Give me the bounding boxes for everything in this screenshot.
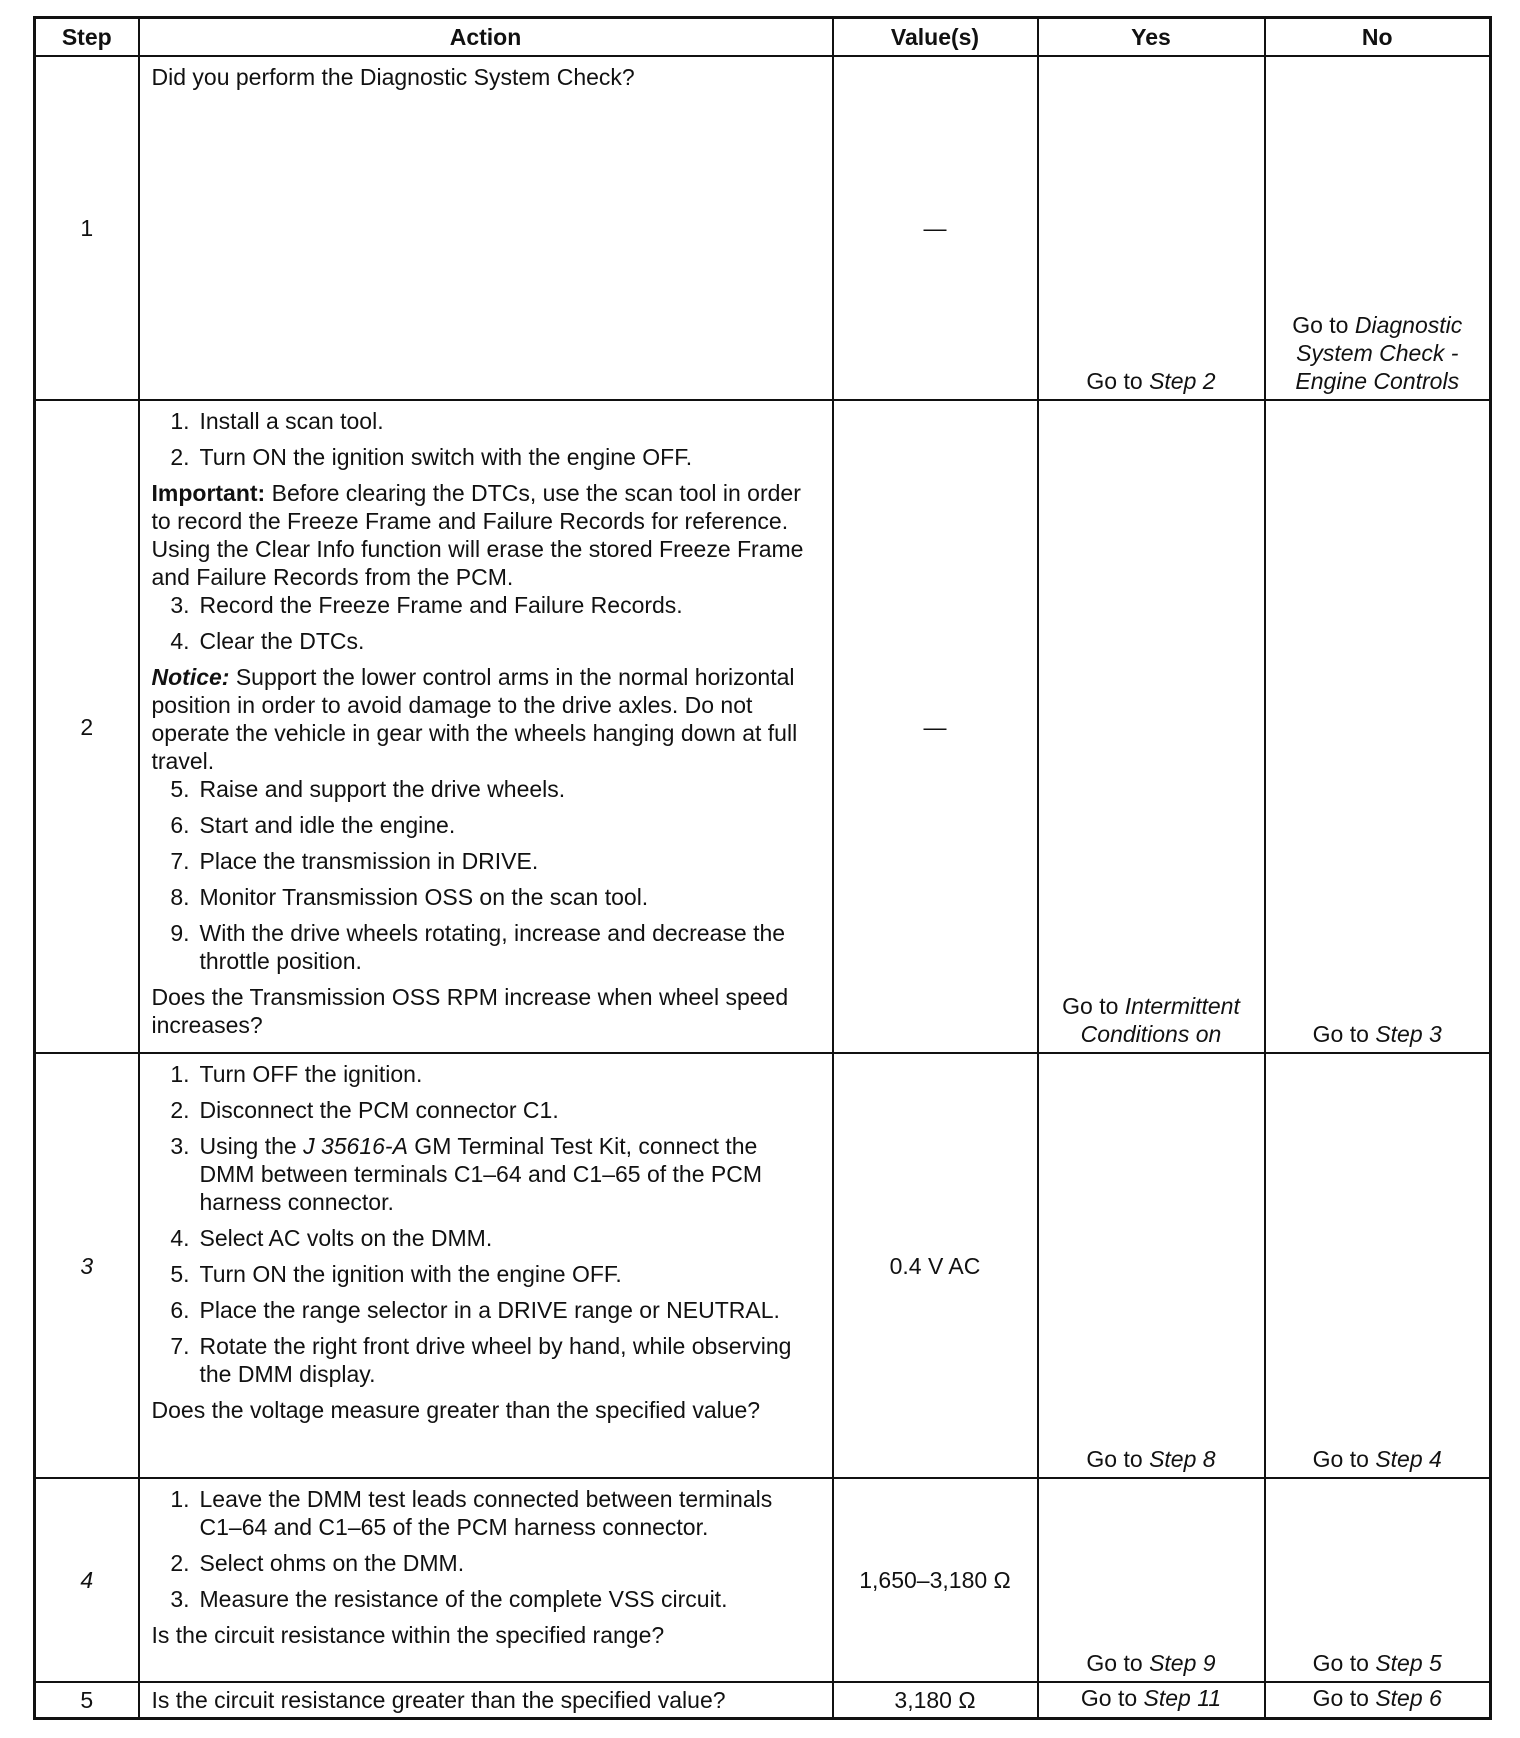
item-text: Start and idle the engine. bbox=[199, 812, 456, 838]
item-text: Measure the resistance of the complete VSS circuit. bbox=[199, 1586, 728, 1612]
item-text: Disconnect the PCM connector C1. bbox=[199, 1097, 559, 1123]
item-number: 8. bbox=[170, 884, 190, 910]
list-item bbox=[152, 1260, 818, 1288]
item-text-post: GM Terminal Test Kit, connect the DMM between terminals C1–64 and C1–65 of the PCM harness connector. bbox=[199, 1133, 763, 1215]
no-cell bbox=[1265, 400, 1491, 1053]
list-item bbox=[152, 1132, 818, 1216]
list-item bbox=[152, 1549, 818, 1577]
header-yes: Yes bbox=[1038, 18, 1265, 57]
action-cell bbox=[139, 1053, 833, 1478]
list-item bbox=[152, 919, 818, 975]
list-item bbox=[152, 1296, 818, 1324]
question-text: Did you perform the Diagnostic System Check? bbox=[151, 64, 635, 90]
item-text: Turn ON the ignition with the engine OFF. bbox=[199, 1261, 622, 1287]
item-number: 3. bbox=[170, 592, 190, 618]
no-link[interactable]: Step 3 bbox=[1375, 1021, 1442, 1047]
no-cell bbox=[1265, 1053, 1491, 1478]
action-cell bbox=[139, 1478, 833, 1682]
item-number: 3. bbox=[170, 1133, 190, 1159]
yes-cell bbox=[1038, 400, 1265, 1053]
yes-prefix: Go to bbox=[1086, 1446, 1143, 1472]
item-text: Record the Freeze Frame and Failure Records. bbox=[199, 592, 683, 618]
yes-cell bbox=[1038, 1053, 1265, 1478]
item-number: 6. bbox=[170, 1297, 190, 1323]
header-action: Action bbox=[139, 18, 833, 57]
yes-prefix: Go to bbox=[1086, 1650, 1143, 1676]
yes-link[interactable]: Step 9 bbox=[1149, 1650, 1216, 1676]
list-item bbox=[152, 1224, 818, 1252]
item-number: 1. bbox=[170, 1061, 190, 1087]
header-no: No bbox=[1265, 18, 1491, 57]
no-prefix: Go to bbox=[1312, 1021, 1369, 1047]
question-text: Does the Transmission OSS RPM increase when wheel speed increases? bbox=[151, 984, 789, 1038]
item-number: 5. bbox=[170, 776, 190, 802]
value-cell: 1,650–3,180 Ω bbox=[833, 1478, 1038, 1682]
no-link[interactable]: Step 6 bbox=[1375, 1684, 1442, 1711]
table-row-step-2 bbox=[35, 400, 1491, 1053]
no-prefix: Go to bbox=[1312, 1446, 1369, 1472]
important-text: Before clearing the DTCs, use the scan tool in order to record the Freeze Frame and Failure Records for reference. Using the Clear Info function will erase the stored Freeze Frame and Failure Records from the PCM. bbox=[151, 480, 804, 590]
item-text: Install a scan tool. bbox=[199, 408, 384, 434]
list-item bbox=[152, 591, 818, 619]
tool-number: J 35616-A bbox=[303, 1133, 408, 1159]
item-text: Turn OFF the ignition. bbox=[199, 1061, 423, 1087]
diagnostic-table bbox=[33, 16, 1492, 1720]
item-text: With the drive wheels rotating, increase and decrease the throttle position. bbox=[199, 920, 786, 974]
table-row-step-4 bbox=[35, 1478, 1491, 1682]
no-cell bbox=[1265, 1682, 1491, 1718]
no-prefix: Go to bbox=[1312, 1684, 1369, 1711]
no-link[interactable]: Step 5 bbox=[1375, 1650, 1442, 1676]
yes-link[interactable]: Step 2 bbox=[1149, 368, 1216, 394]
item-text: Select ohms on the DMM. bbox=[199, 1550, 465, 1576]
item-number: 4. bbox=[170, 628, 190, 654]
item-text bbox=[200, 1132, 818, 1216]
table-row-step-3 bbox=[35, 1053, 1491, 1478]
step-number: 3 bbox=[35, 1053, 139, 1478]
item-text: Turn ON the ignition switch with the engine OFF. bbox=[199, 444, 693, 470]
step-number: 2 bbox=[35, 400, 139, 1053]
list-item bbox=[152, 847, 818, 875]
yes-prefix: Go to bbox=[1062, 993, 1119, 1019]
important-note bbox=[152, 479, 818, 591]
no-cell bbox=[1265, 56, 1491, 400]
no-prefix: Go to bbox=[1292, 312, 1349, 338]
item-text: Clear the DTCs. bbox=[199, 628, 365, 654]
step-number: 4 bbox=[35, 1478, 139, 1682]
step-number: 1 bbox=[35, 56, 139, 400]
no-cell bbox=[1265, 1478, 1491, 1682]
question-text: Is the circuit resistance within the specified range? bbox=[151, 1622, 665, 1648]
table-row-step-1 bbox=[35, 56, 1491, 400]
list-item bbox=[152, 443, 818, 471]
yes-cell bbox=[1038, 1478, 1265, 1682]
item-text: Raise and support the drive wheels. bbox=[199, 776, 566, 802]
item-number: 2. bbox=[170, 1550, 190, 1576]
header-values: Value(s) bbox=[833, 18, 1038, 57]
list-item bbox=[152, 1096, 818, 1124]
list-item bbox=[152, 1332, 818, 1388]
notice-label: Notice: bbox=[151, 664, 230, 690]
yes-cell bbox=[1038, 1682, 1265, 1718]
important-label: Important: bbox=[151, 480, 266, 506]
value-cell: 3,180 Ω bbox=[833, 1682, 1038, 1718]
value-cell: — bbox=[833, 400, 1038, 1053]
item-number: 9. bbox=[170, 920, 190, 946]
list-item bbox=[152, 1485, 818, 1541]
value-cell: — bbox=[833, 56, 1038, 400]
header-row bbox=[35, 18, 1491, 57]
item-text: Rotate the right front drive wheel by hand, while observing the DMM display. bbox=[199, 1333, 792, 1387]
no-prefix: Go to bbox=[1312, 1650, 1369, 1676]
yes-prefix: Go to bbox=[1086, 368, 1143, 394]
item-text: Leave the DMM test leads connected between terminals C1–64 and C1–65 of the PCM harness connector. bbox=[199, 1486, 773, 1540]
list-item bbox=[152, 775, 818, 803]
yes-link[interactable]: Intermittent Conditions on bbox=[1080, 993, 1240, 1047]
no-link[interactable]: Diagnostic System Check - Engine Controls bbox=[1295, 312, 1463, 394]
table-row-step-5 bbox=[35, 1682, 1491, 1718]
list-item bbox=[152, 883, 818, 911]
action-cell bbox=[139, 400, 833, 1053]
value-cell: 0.4 V AC bbox=[833, 1053, 1038, 1478]
item-number: 5. bbox=[170, 1261, 190, 1287]
list-item bbox=[152, 407, 818, 435]
header-step: Step bbox=[35, 18, 139, 57]
no-link[interactable]: Step 4 bbox=[1375, 1446, 1442, 1472]
list-item bbox=[152, 811, 818, 839]
item-number: 4. bbox=[170, 1225, 190, 1251]
item-text: Place the transmission in DRIVE. bbox=[199, 848, 539, 874]
yes-prefix: Go to bbox=[1080, 1684, 1138, 1711]
item-number: 3. bbox=[170, 1586, 190, 1612]
item-number: 1. bbox=[170, 1486, 190, 1512]
list-item bbox=[152, 627, 818, 655]
item-text: Select AC volts on the DMM. bbox=[199, 1225, 493, 1251]
item-number: 7. bbox=[170, 848, 190, 874]
item-number: 7. bbox=[170, 1333, 190, 1359]
item-number: 1. bbox=[170, 408, 190, 434]
item-text: Place the range selector in a DRIVE range or NEUTRAL. bbox=[199, 1297, 780, 1323]
yes-link[interactable]: Step 8 bbox=[1149, 1446, 1216, 1472]
yes-link[interactable]: Step 11 bbox=[1143, 1684, 1222, 1711]
item-text: Monitor Transmission OSS on the scan tool. bbox=[199, 884, 649, 910]
item-number: 2. bbox=[170, 444, 190, 470]
item-number: 6. bbox=[170, 812, 190, 838]
question-text: Does the voltage measure greater than the specified value? bbox=[151, 1397, 761, 1423]
item-number: 2. bbox=[170, 1097, 190, 1123]
yes-cell bbox=[1038, 56, 1265, 400]
step-number: 5 bbox=[35, 1682, 139, 1718]
list-item bbox=[152, 1060, 818, 1088]
notice-text: Support the lower control arms in the normal horizontal position in order to avoid damage to the drive axles. Do not operate the vehicle in gear with the wheels hanging down at full travel. bbox=[151, 664, 798, 774]
list-item bbox=[152, 1585, 818, 1613]
notice-note bbox=[152, 663, 818, 775]
item-text-pre: Using the bbox=[199, 1133, 304, 1159]
question-text: Is the circuit resistance greater than the specified value? bbox=[151, 1686, 726, 1713]
action-cell bbox=[139, 56, 833, 400]
action-cell bbox=[139, 1682, 833, 1718]
